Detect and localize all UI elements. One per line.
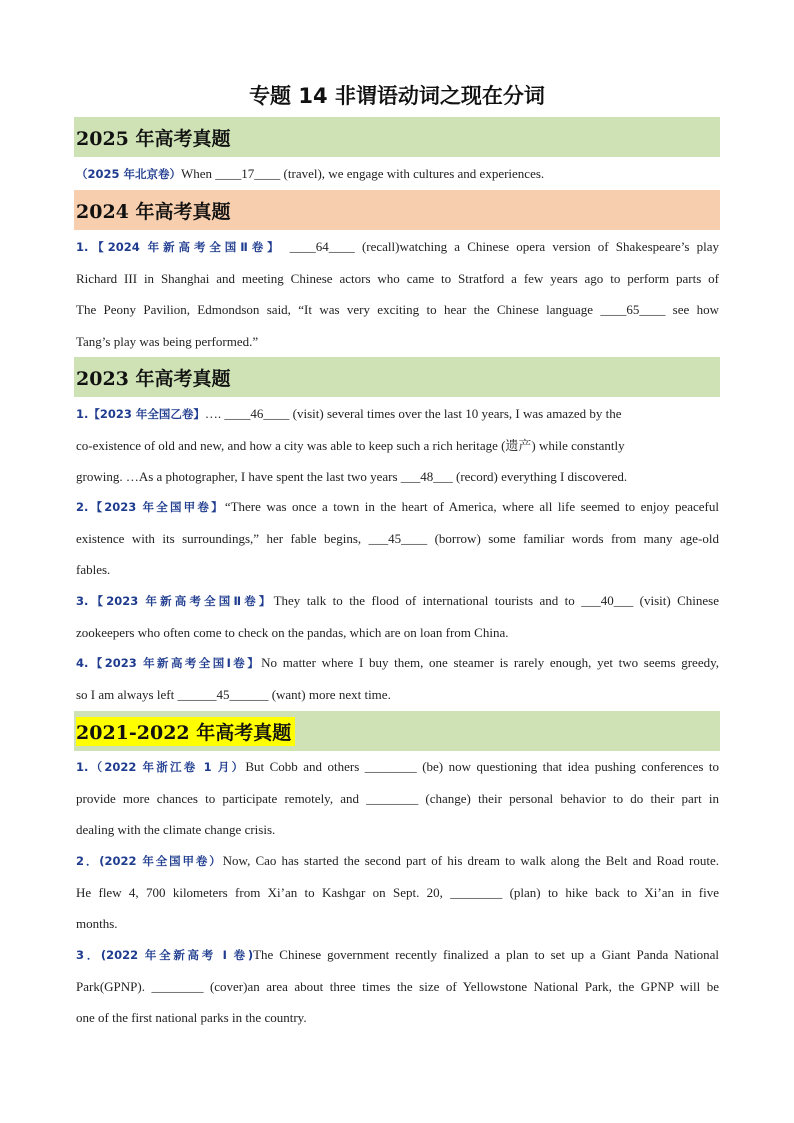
- question-line: “There was once a town in the heart of America, where all life seemed to enjoy peaceful: [224, 499, 719, 514]
- question-source: 1.（2022 年浙江卷 1 月）: [76, 760, 246, 774]
- question-line: Park(GPNP). ________ (cover)an area about three times the size of Yellowstone National Park, the GPNP will be: [76, 979, 719, 995]
- question-2022-3: [76, 939, 719, 1034]
- question-line: The Chinese government recently finalized a plan to set up a Giant Panda National: [253, 947, 719, 962]
- question-source: 1.【2023 年全国乙卷】: [76, 407, 205, 421]
- question-source: （2025 年北京卷）: [76, 167, 182, 181]
- section-heading-2023: 2023 年高考真题: [74, 357, 720, 397]
- question-source: 3.【2023 年新高考全国Ⅱ卷】: [76, 594, 274, 608]
- question-line: existence with its surroundings,” her fable begins, ___45____ (borrow) some familiar words from many age-old: [76, 531, 719, 547]
- question-2023-1: [76, 398, 719, 493]
- question-line: zookeepers who often come to check on the pandas, which are on loan from China.: [76, 625, 509, 641]
- question-line: When ____17____ (travel), we engage with cultures and experiences.: [181, 166, 545, 181]
- question-source: 4.【2023 年新高考全国Ⅰ卷】: [76, 656, 262, 670]
- question-line: The Peony Pavilion, Edmondson said, “It was very exciting to hear the Chinese language ____65____ see how: [76, 302, 719, 318]
- question-line: one of the first national parks in the country.: [76, 1010, 307, 1026]
- question-line: provide more chances to participate remotely, and ________ (change) their personal behavior to do their part in: [76, 791, 719, 807]
- page-title: 专题 14 非谓语动词之现在分词: [249, 84, 545, 108]
- question-line: so I am always left ______45______ (want) more next time.: [76, 687, 391, 703]
- question-line: But Cobb and others ________ (be) now questioning that idea pushing conferences to: [245, 759, 719, 774]
- question-line: months.: [76, 916, 118, 932]
- question-2024-1: [76, 231, 719, 357]
- question-2023-4: [76, 647, 719, 710]
- question-line: growing. …As a photographer, I have spent the last two years ___48___ (record) everything I discovered.: [76, 469, 628, 485]
- question-line: …. ____46____ (visit) several times over the last 10 years, I was amazed by the: [204, 406, 622, 421]
- question-source: 2．(2022 年全国甲卷）: [76, 854, 223, 868]
- question-source: 3．(2022 年全新高考 I 卷): [76, 948, 254, 962]
- question-line: No matter where I buy them, one steamer is rarely enough, yet two seems greedy,: [261, 655, 719, 670]
- question-line: They talk to the flood of international tourists and to ___40___ (visit) Chinese: [273, 593, 719, 608]
- question-line: Now, Cao has started the second part of his dream to walk along the Belt and Road route.: [222, 853, 719, 868]
- question-line: Richard III in Shanghai and meeting Chinese actors who came to Stratford a few years ago to perform parts of: [76, 271, 719, 287]
- question-line: He flew 4, 700 kilometers from Xi’an to Kashgar on Sept. 20, ________ (plan) to hike back to Xi’an in five: [76, 885, 719, 901]
- section-heading-2024: 2024 年高考真题: [74, 190, 720, 230]
- question-source: 1.【2024 年新高考全国Ⅱ卷】: [76, 240, 283, 254]
- question-line: ____64____ (recall)watching a Chinese opera version of Shakespeare’s play: [289, 239, 719, 254]
- question-line: Tang’s play was being performed.”: [76, 333, 259, 349]
- question-2023-2: [76, 491, 719, 586]
- section-heading-2025: 2025 年高考真题: [74, 117, 720, 157]
- question-line: co-existence of old and new, and how a city was able to keep such a rich heritage (遗产) while constantly: [76, 438, 625, 454]
- section-heading-2021-2022: 2021-2022 年高考真题: [74, 711, 720, 751]
- question-2023-3: [76, 585, 719, 648]
- question-source: 2.【2023 年全国甲卷】: [76, 500, 225, 514]
- question-line: dealing with the climate change crisis.: [76, 822, 276, 838]
- question-2022-2: [76, 845, 719, 940]
- question-2022-1: [76, 751, 719, 846]
- question-2025-beijing: [76, 158, 719, 190]
- question-line: fables.: [76, 562, 111, 578]
